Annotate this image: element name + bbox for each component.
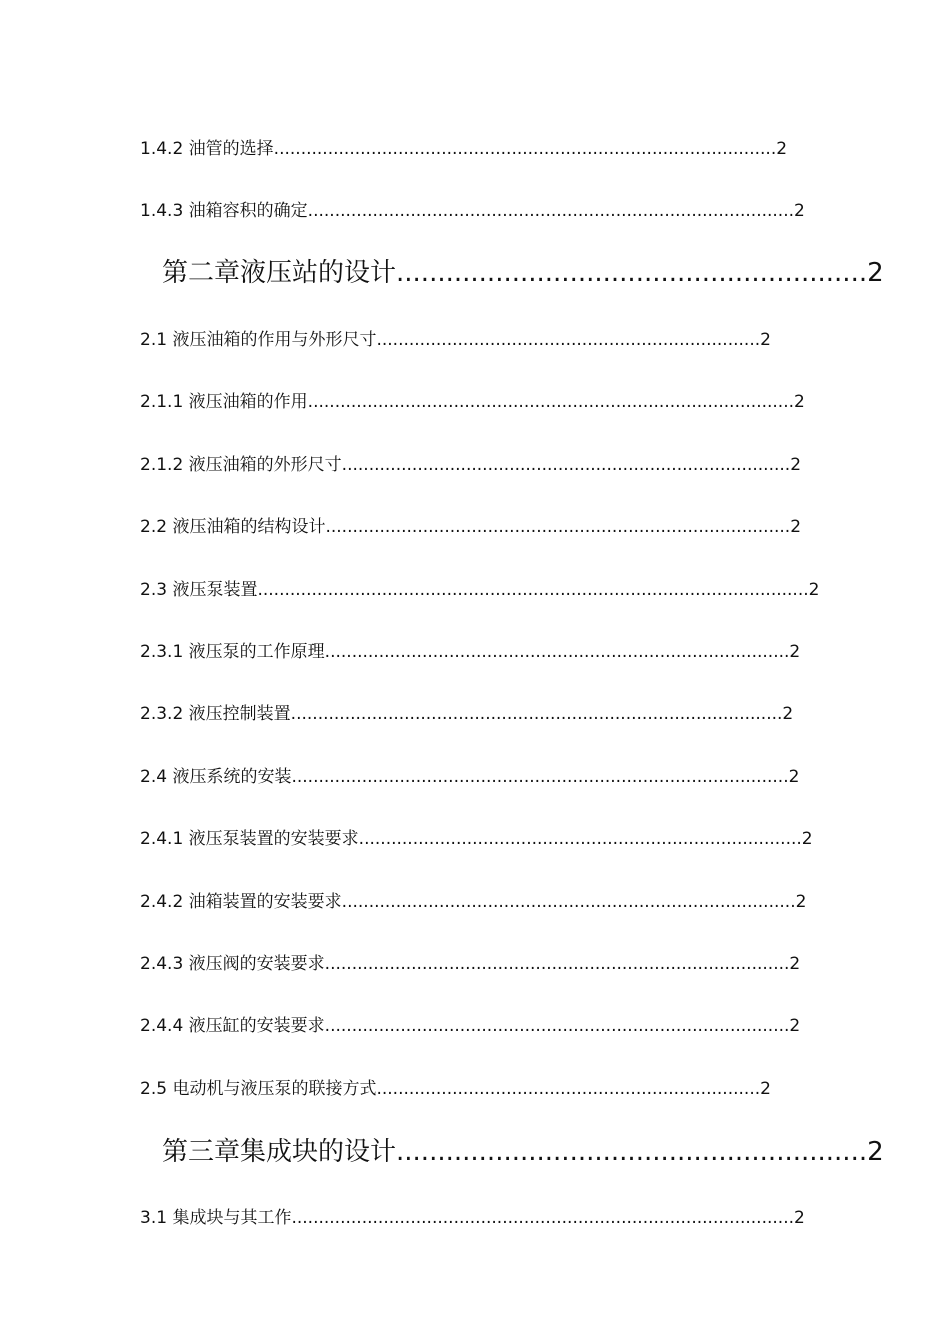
toc-leader-dots: ......................................................................................: [325, 517, 791, 537]
toc-entry: [140, 641, 800, 663]
toc-page-number: 2: [801, 829, 813, 849]
toc-chapter-title: 第三章集成块的设计: [162, 1137, 397, 1167]
toc-page-number: 2: [794, 201, 805, 221]
toc-entry-title: 2.1.1 液压油箱的作用: [140, 392, 308, 412]
toc-page-number: 2: [789, 954, 801, 974]
toc-leader-dots: ...........................................................................................: [290, 704, 783, 724]
toc-page-number: 2: [867, 258, 884, 288]
toc-page-number: 2: [794, 392, 805, 412]
toc-page-number: 2: [867, 1137, 884, 1167]
toc-entry: [140, 891, 806, 913]
toc-leader-dots: ..................................................................................: [358, 829, 802, 849]
toc-chapter-entry: [162, 1135, 884, 1169]
toc-page-number: 2: [790, 517, 802, 537]
toc-entry: [140, 579, 819, 601]
toc-entry: [140, 1207, 805, 1229]
toc-leader-dots: .........................................................: [396, 1137, 868, 1167]
toc-entry: [140, 391, 805, 413]
toc-entry-title: 2.4.2 油箱装置的安装要求: [140, 892, 342, 912]
toc-entry: [140, 953, 800, 975]
toc-leader-dots: ............................................................................................: [291, 767, 789, 787]
toc-entry: [140, 138, 787, 160]
toc-chapter-entry: [162, 256, 884, 290]
toc-entry-title: 2.3 液压泵装置: [140, 580, 258, 600]
toc-leader-dots: .............................................................................................: [291, 1208, 795, 1228]
toc-page-number: 2: [795, 892, 807, 912]
toc-leader-dots: ...................................................................................: [341, 455, 791, 475]
toc-leader-dots: .......................................................................: [376, 1079, 761, 1099]
toc-page-number: 2: [789, 642, 801, 662]
toc-leader-dots: ..........................................................................................: [307, 392, 795, 412]
toc-entry-title: 2.4.1 液压泵装置的安装要求: [140, 829, 359, 849]
toc-entry-title: 2.4 液压系统的安装: [140, 767, 292, 787]
toc-leader-dots: .........................................................: [396, 258, 868, 288]
toc-entry: [140, 1015, 800, 1037]
toc-leader-dots: ......................................................................................................: [257, 580, 809, 600]
toc-page-number: 2: [790, 455, 802, 475]
toc-entry-title: 3.1 集成块与其工作: [140, 1208, 292, 1228]
toc-page-number: 2: [782, 704, 794, 724]
toc-leader-dots: ......................................................................................: [324, 954, 790, 974]
toc-entry: [140, 329, 771, 351]
toc-entry-title: 1.4.2 油管的选择: [140, 139, 274, 159]
toc-entry-title: 1.4.3 油箱容积的确定: [140, 201, 308, 221]
toc-page-number: 2: [760, 330, 771, 350]
toc-leader-dots: .......................................................................: [376, 330, 761, 350]
toc-page-number: 2: [794, 1208, 805, 1228]
toc-entry-title: 2.3.2 液压控制装置: [140, 704, 291, 724]
toc-entry-title: 2.4.3 液压阀的安装要求: [140, 954, 325, 974]
toc-leader-dots: ......................................................................................: [324, 1016, 790, 1036]
toc-leader-dots: ......................................................................................: [324, 642, 790, 662]
toc-chapter-title: 第二章液压站的设计: [162, 258, 397, 288]
toc-entry: [140, 200, 805, 222]
toc-leader-dots: ....................................................................................: [341, 892, 796, 912]
toc-entry: [140, 828, 813, 850]
toc-entry-title: 2.5 电动机与液压泵的联接方式: [140, 1079, 377, 1099]
toc-entry-title: 2.1 液压油箱的作用与外形尺寸: [140, 330, 377, 350]
toc-page-number: 2: [808, 580, 820, 600]
toc-entry: [140, 703, 793, 725]
toc-page-number: 2: [776, 139, 788, 159]
toc-entry: [140, 454, 801, 476]
toc-entry: [140, 1078, 771, 1100]
toc-entry: [140, 766, 799, 788]
toc-entry: [140, 516, 801, 538]
toc-entry-title: 2.1.2 液压油箱的外形尺寸: [140, 455, 342, 475]
toc-entry-title: 2.3.1 液压泵的工作原理: [140, 642, 325, 662]
toc-leader-dots: .............................................................................................: [273, 139, 777, 159]
toc-leader-dots: ..........................................................................................: [307, 201, 795, 221]
toc-entry-title: 2.4.4 液压缸的安装要求: [140, 1016, 325, 1036]
toc-page-number: 2: [789, 1016, 801, 1036]
toc-page-number: 2: [760, 1079, 771, 1099]
toc-entry-title: 2.2 液压油箱的结构设计: [140, 517, 326, 537]
toc-page-number: 2: [788, 767, 800, 787]
